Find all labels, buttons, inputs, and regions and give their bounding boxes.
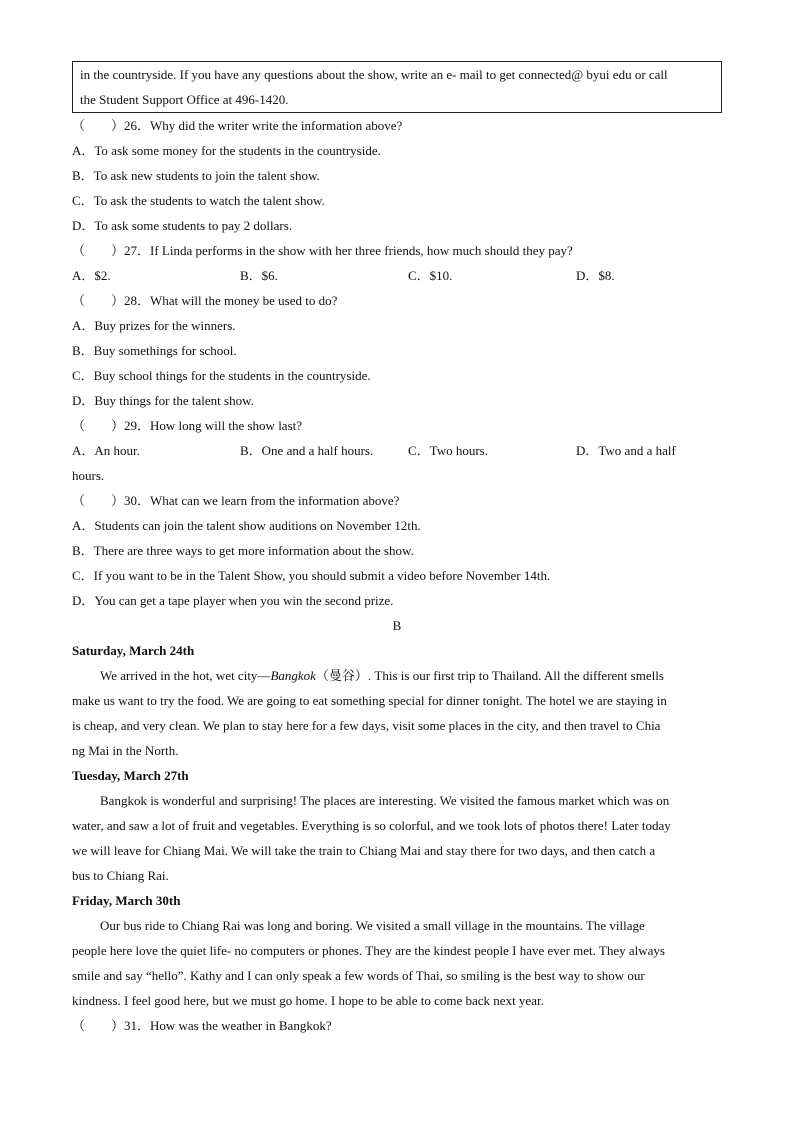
option-d: D．$8.	[576, 268, 615, 283]
option-a: A．Students can join the talent show auditions on November 12th.	[72, 518, 421, 533]
question-30	[72, 488, 722, 613]
option-a: A．$2.	[72, 268, 111, 283]
question-stem: （ ）30．What can we learn from the information above?	[72, 493, 400, 508]
option-c: C．If you want to be in the Talent Show, you should submit a video before November 14th.	[72, 568, 551, 583]
passage-a-box-tail	[72, 61, 722, 113]
question-31: （ ）31．How was the weather in Bangkok?	[72, 1018, 332, 1033]
entry-line: kindness. I feel good here, but we must go home. I hope to be able to come back next year.	[72, 993, 544, 1008]
question-27	[72, 238, 722, 288]
option-d: D．You can get a tape player when you win the second prize.	[72, 593, 394, 608]
diary-entry-3	[72, 888, 722, 1013]
line-pre: We arrived in the hot, wet city—	[100, 668, 271, 683]
box-line-2: the Student Support Office at 496-1420.	[80, 92, 289, 107]
option-d: D．Buy things for the talent show.	[72, 393, 254, 408]
option-c: C．To ask the students to watch the talent show.	[72, 193, 325, 208]
entry-date: Friday, March 30th	[72, 893, 181, 908]
question-29	[72, 413, 722, 488]
entry-line: bus to Chiang Rai.	[72, 868, 169, 883]
options-row	[72, 438, 722, 463]
diary-entry-2	[72, 763, 722, 888]
option-b: B．$6.	[240, 268, 278, 283]
question-stem: （ ）26．Why did the writer write the information above?	[72, 118, 403, 133]
option-b: B．To ask new students to join the talent show.	[72, 168, 320, 183]
entry-line: people here love the quiet life- no computers or phones. They are the kindest people I have ever met. They always	[72, 943, 665, 958]
question-stem: （ ）27．If Linda performs in the show with her three friends, how much should they pay?	[72, 243, 573, 258]
option-b: B．One and a half hours.	[240, 443, 374, 458]
option-b: B．There are three ways to get more information about the show.	[72, 543, 414, 558]
question-stem: （ ）29．How long will the show last?	[72, 418, 303, 433]
option-d-continuation: hours.	[72, 468, 105, 483]
options-row	[72, 263, 722, 288]
entry-line: is cheap, and very clean. We plan to stay here for a few days, visit some places in the city, and then travel to Chia	[72, 718, 661, 733]
option-a: A．To ask some money for the students in the countryside.	[72, 143, 381, 158]
entry-line: smile and say “hello”. Kathy and I can only speak a few words of Thai, so smiling is the best way to show our	[72, 968, 645, 983]
question-28	[72, 288, 722, 413]
line-post: （曼谷）. This is our first trip to Thailand. All the different smells	[315, 668, 664, 683]
question-26	[72, 113, 722, 238]
option-c: C．$10.	[408, 268, 453, 283]
entry-date: Tuesday, March 27th	[72, 768, 189, 783]
option-a: A．Buy prizes for the winners.	[72, 318, 236, 333]
option-c: C．Two hours.	[408, 443, 488, 458]
entry-date: Saturday, March 24th	[72, 643, 195, 658]
entry-line: Bangkok is wonderful and surprising! The places are interesting. We visited the famous market which was on	[100, 793, 670, 808]
entry-line: make us want to try the food. We are going to eat something special for dinner tonight. The hotel we are staying in	[72, 693, 667, 708]
entry-line	[72, 663, 722, 688]
section-b-label: B	[392, 618, 402, 633]
entry-line: ng Mai in the North.	[72, 743, 179, 758]
entry-line: we will leave for Chiang Mai. We will take the train to Chiang Mai and stay there for two days, and then catch a	[72, 843, 656, 858]
option-c: C．Buy school things for the students in the countryside.	[72, 368, 371, 383]
diary-entry-1	[72, 638, 722, 763]
box-line-1: in the countryside. If you have any questions about the show, write an e- mail to get connected@ byui edu or call	[80, 67, 668, 82]
option-d: D．To ask some students to pay 2 dollars.	[72, 218, 293, 233]
entry-line: water, and saw a lot of fruit and vegetables. Everything is so colorful, and we took lots of photos there! Later today	[72, 818, 671, 833]
document-page	[72, 61, 722, 1038]
question-stem: （ ）28．What will the money be used to do?	[72, 293, 338, 308]
place-name: Bangkok	[270, 668, 316, 683]
option-d: D．Two and a half	[576, 443, 676, 458]
entry-line: Our bus ride to Chiang Rai was long and boring. We visited a small village in the mountains. The village	[100, 918, 645, 933]
option-a: A．An hour.	[72, 443, 140, 458]
option-b: B．Buy somethings for school.	[72, 343, 237, 358]
